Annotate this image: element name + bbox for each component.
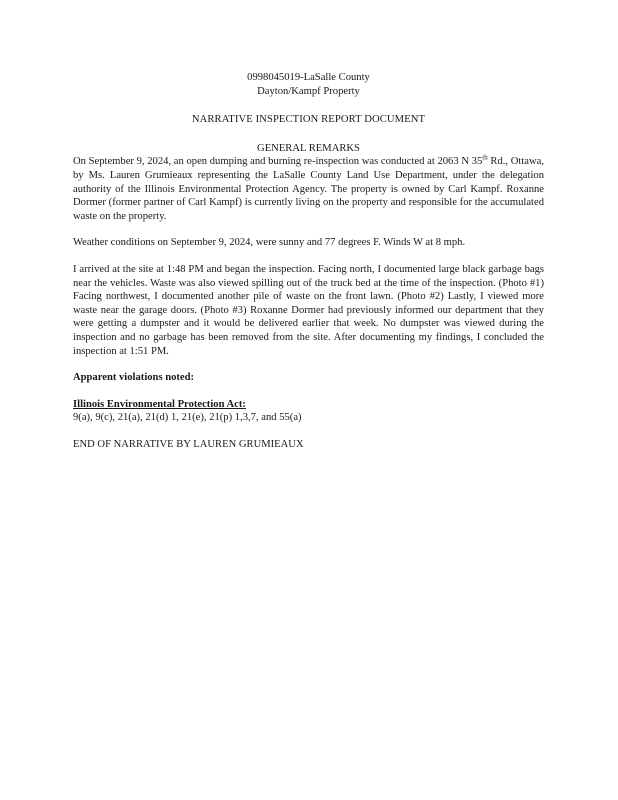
intro-text-part1: On September 9, 2024, an open dumping and burning re-inspection was conducted at 2063 N 35 (73, 156, 483, 168)
report-title: NARRATIVE INSPECTION REPORT DOCUMENT (191, 114, 426, 126)
weather-paragraph: Weather conditions on September 9, 2024, were sunny and 77 degrees F. Winds W at 8 mph. (73, 237, 466, 249)
property-name-line: Dayton/Kampf Property (257, 85, 360, 97)
violations-heading: Apparent violations noted: (73, 372, 195, 384)
inspection-intro-paragraph (73, 155, 544, 223)
case-number-line: 0998045019-LaSalle County (247, 72, 370, 83)
act-title: Illinois Environmental Protection Act: (73, 398, 246, 410)
findings-paragraph: I arrived at the site at 1:48 PM and began the inspection. Facing north, I documented large black garbage bags near the vehicles. Waste was also viewed spilling out of the truck bed at the time of the inspection. (Photo #1) Facing northwest, I documented another pile of waste on the front lawn. (Photo #2) Lastly, I viewed more waste near the garage doors. (Photo #3) Roxanne Dormer had previously informed our department that they were getting a dumpster and it would be delivered earlier that week. No dumpster was viewed during the inspection and no garbage has been removed from the site. After documenting my findings, I concluded the inspection at 1:51 PM. (73, 263, 544, 357)
document-header (73, 71, 544, 98)
violation-sections: 9(a), 9(c), 21(a), 21(d) 1, 21(e), 21(p) 1,3,7, and 55(a) (73, 412, 302, 424)
ordinal-suffix: th (482, 153, 488, 162)
intro-text-part2: Rd., Ottawa, by Ms. Lauren Grumieaux representing the LaSalle County Land Use Department, under the delegation authority of the Illinois Environmental Protection Agency. The property is owned by Carl Kampf. Roxanne Dormer (former partner of Carl Kampf) is currently living on the property and responsible for the accumulated waste on the property. (73, 156, 544, 222)
document-body (73, 71, 544, 451)
violations-block (73, 398, 544, 425)
end-of-narrative-line: END OF NARRATIVE BY LAUREN GRUMIEAUX (73, 438, 304, 450)
general-remarks-heading: GENERAL REMARKS (257, 142, 360, 154)
